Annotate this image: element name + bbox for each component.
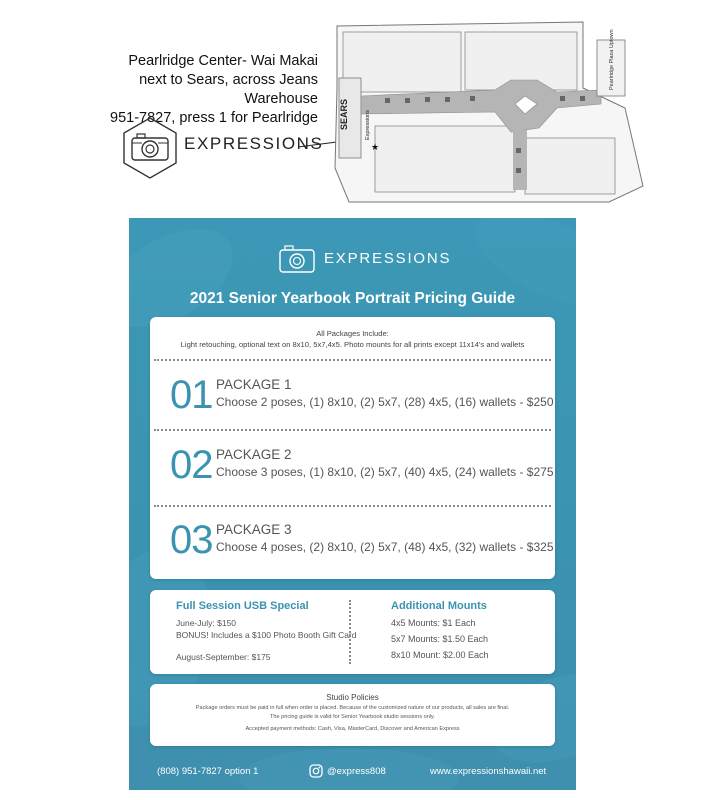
- package-description: Choose 4 poses, (2) 8x10, (2) 5x7, (48) 4x5, (32) wallets - $325: [216, 540, 554, 554]
- flyer-logo: [276, 238, 452, 278]
- location-phone: 951-7827, press 1 for Pearlridge: [110, 110, 318, 126]
- location-directions: next to Sears, across Jeans Warehouse: [139, 72, 318, 107]
- divider: [154, 429, 551, 431]
- package-title: PACKAGE 1: [216, 377, 292, 392]
- mount-item: 4x5 Mounts: $1 Each: [391, 618, 476, 628]
- usb-special-line: June-July: $150: [176, 618, 237, 628]
- package-description: Choose 2 poses, (1) 8x10, (2) 5x7, (28) 4x5, (16) wallets - $250: [216, 395, 554, 409]
- package-number: 03: [170, 518, 213, 562]
- expressions-marker-label: Expressions: [365, 110, 371, 140]
- packages-card: [150, 317, 555, 579]
- additional-mounts-title: Additional Mounts: [391, 600, 487, 612]
- all-packages-heading: All Packages Include:: [316, 329, 389, 338]
- mount-item: 8x10 Mount: $2.00 Each: [391, 650, 489, 660]
- all-packages-text: Light retouching, optional text on 8x10, 5x7,4x5. Photo mounts for all prints except 11x14's and wallets: [180, 340, 525, 349]
- policies-card: [150, 684, 555, 746]
- package-2: [170, 443, 554, 491]
- footer-phone: (808) 951-7827 option 1: [157, 766, 259, 777]
- package-title: PACKAGE 2: [216, 447, 292, 462]
- all-packages-include: [150, 328, 555, 350]
- footer-instagram: @express808: [327, 766, 386, 777]
- package-1: [170, 373, 554, 421]
- pricing-flyer: [129, 218, 576, 790]
- sears-label: SEARS: [339, 98, 349, 130]
- extras-card: [150, 590, 555, 674]
- camera-icon: [276, 238, 318, 280]
- flyer-brand-name: EXPRESSIONS: [324, 250, 452, 267]
- divider: [154, 359, 551, 361]
- flyer-title: 2021 Senior Yearbook Portrait Pricing Guide: [189, 290, 516, 307]
- policy-line: The pricing guide is valid for Senior Yearbook studio sessions only.: [269, 714, 435, 720]
- package-title: PACKAGE 3: [216, 522, 292, 537]
- vertical-divider: [349, 600, 351, 664]
- package-number: 02: [170, 443, 213, 487]
- mount-item: 5x7 Mounts: $1.50 Each: [391, 634, 489, 644]
- mall-map: [325, 18, 647, 206]
- expressions-logo: [120, 116, 324, 180]
- camera-badge-icon: [120, 116, 180, 180]
- footer-website: www.expressionshawaii.net: [430, 766, 547, 777]
- usb-special-line: August-September: $175: [176, 652, 271, 662]
- divider: [154, 505, 551, 507]
- star-icon: ★: [371, 143, 380, 153]
- location-name: Pearlridge Center- Wai Makai: [128, 53, 318, 69]
- package-3: [170, 518, 554, 566]
- package-number: 01: [170, 373, 213, 417]
- usb-special-title: Full Session USB Special: [176, 600, 309, 612]
- side-building-label: Pearlridge Plaza Uptown: [609, 29, 615, 90]
- policy-line: Package orders must be paid in full when order is placed. Because of the customized nature of our products, all sales are final.: [195, 705, 510, 711]
- package-description: Choose 3 poses, (1) 8x10, (2) 5x7, (40) 4x5, (24) wallets - $275: [216, 465, 554, 479]
- policies-title: Studio Policies: [326, 693, 379, 702]
- brand-name: EXPRESSIONS: [184, 134, 324, 153]
- instagram-icon: [309, 764, 323, 778]
- usb-special-bonus: BONUS! Includes a $100 Photo Booth Gift Card: [176, 630, 357, 640]
- payment-methods: Accepted payment methods: Cash, Visa, MasterCard, Discover and American Express: [245, 726, 460, 732]
